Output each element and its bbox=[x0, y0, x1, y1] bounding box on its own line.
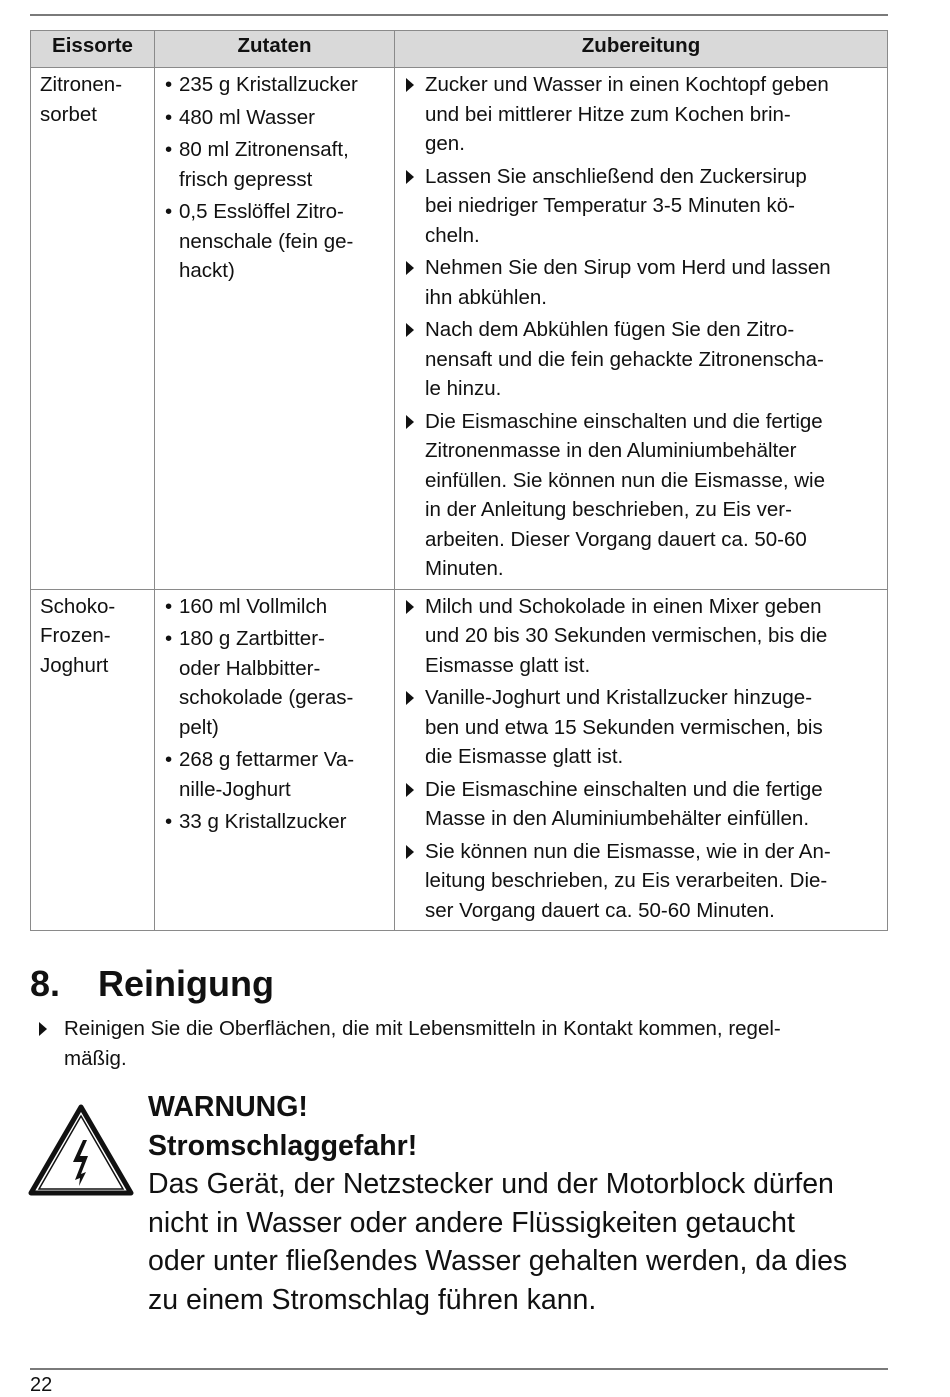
ingredient-item bbox=[164, 592, 386, 622]
preparation-step bbox=[404, 775, 879, 834]
step-line: Die Eismaschine einschalten und die fertige bbox=[425, 409, 823, 433]
warning-text-line: zu einem Stromschlag führen kann. bbox=[148, 1283, 597, 1316]
recipe-table bbox=[30, 30, 888, 931]
arrow-bullet-icon bbox=[406, 261, 414, 275]
warning-text-line: nicht in Wasser oder andere Flüssigkeiten getaucht bbox=[148, 1206, 795, 1239]
header-zubereitung: Zubereitung bbox=[395, 31, 888, 68]
preparation-cell bbox=[395, 589, 888, 931]
step-line: Vanille-Joghurt und Kristallzucker hinzuge- bbox=[425, 686, 813, 709]
cleaning-step-line: Reinigen Sie die Oberflächen, die mit Lebensmitteln in Kontakt kommen, regel- bbox=[64, 1017, 781, 1040]
step-line: Nehmen Sie den Sirup vom Herd und lassen bbox=[425, 256, 831, 279]
warning-subtitle: Stromschlaggefahr! bbox=[148, 1129, 418, 1162]
step-line: und bei mittlerer Hitze zum Kochen brin- bbox=[425, 102, 791, 126]
step-line: Nach dem Abkühlen fügen Sie den Zitro- bbox=[425, 318, 795, 341]
step-line: nensaft und die fein gehackte Zitronenscha- bbox=[425, 347, 824, 371]
step-line: Eismasse glatt ist. bbox=[425, 653, 591, 677]
ingredients-list bbox=[164, 70, 386, 286]
step-line: leitung beschrieben, zu Eis verarbeiten. Die- bbox=[425, 869, 828, 892]
page-number: 22 bbox=[30, 1374, 53, 1396]
warning-text-line: oder unter fließendes Wasser gehalten werden, da dies bbox=[148, 1245, 848, 1277]
step-line: ben und etwa 15 Sekunden vermischen, bis bbox=[425, 715, 823, 739]
bottom-rule bbox=[30, 1368, 888, 1370]
ingredient-item bbox=[164, 624, 386, 742]
arrow-bullet-icon bbox=[406, 78, 414, 92]
table-header-row bbox=[31, 31, 888, 68]
step-line: gen. bbox=[425, 132, 465, 155]
table-row bbox=[31, 68, 888, 590]
ingredient-line: schokolade (geras- bbox=[179, 686, 354, 709]
step-line: le hinzu. bbox=[425, 377, 502, 400]
ice-type-cell bbox=[31, 68, 155, 590]
ingredient-item bbox=[164, 807, 386, 837]
preparation-steps bbox=[404, 592, 879, 926]
ingredient-line: • 80 ml Zitronensaft, bbox=[179, 138, 349, 161]
ingredient-line: • 0,5 Esslöffel Zitro- bbox=[179, 200, 344, 223]
step-line: ser Vorgang dauert ca. 50-60 Minuten. bbox=[425, 898, 775, 922]
arrow-bullet-icon bbox=[406, 170, 414, 184]
ice-type-line: Zitronen- bbox=[40, 73, 123, 96]
step-line: Minuten. bbox=[425, 557, 504, 580]
preparation-step bbox=[404, 315, 879, 404]
step-line: und 20 bis 30 Sekunden vermischen, bis die bbox=[425, 624, 828, 647]
arrow-bullet-icon bbox=[39, 1022, 47, 1036]
ingredient-line: • 480 ml Wasser bbox=[179, 105, 315, 129]
step-line: Milch und Schokolade in einen Mixer geben bbox=[425, 594, 822, 618]
section-number: 8. bbox=[30, 963, 61, 1004]
ingredient-item bbox=[164, 70, 386, 100]
preparation-step bbox=[404, 592, 879, 681]
step-line: Sie können nun die Eismasse, wie in der An- bbox=[425, 839, 831, 863]
step-line: Zitronenmasse in den Aluminiumbehälter bbox=[425, 439, 797, 462]
preparation-cell bbox=[395, 68, 888, 590]
ingredients-cell bbox=[155, 68, 395, 590]
step-line: bei niedriger Temperatur 3-5 Minuten kö- bbox=[425, 194, 795, 217]
top-rule bbox=[30, 14, 888, 16]
ingredients-cell bbox=[155, 589, 395, 931]
ingredient-line: • 268 g fettarmer Va- bbox=[179, 748, 355, 771]
warning-title: WARNUNG! bbox=[148, 1091, 308, 1123]
ingredients-list bbox=[164, 592, 386, 837]
header-zutaten: Zutaten bbox=[155, 31, 395, 68]
preparation-step bbox=[404, 70, 879, 159]
ingredient-item bbox=[164, 197, 386, 286]
step-line: ihn abkühlen. bbox=[425, 285, 547, 309]
ingredient-line: pelt) bbox=[179, 715, 219, 739]
arrow-bullet-icon bbox=[406, 845, 414, 859]
ice-type-cell bbox=[31, 589, 155, 931]
ingredient-line: frisch gepresst bbox=[179, 167, 313, 191]
cleaning-step bbox=[36, 1014, 896, 1073]
warning-block bbox=[148, 1088, 908, 1319]
ingredient-line: nille-Joghurt bbox=[179, 777, 291, 801]
electric-shock-warning-icon bbox=[28, 1104, 134, 1196]
warning-text-line: Das Gerät, der Netzstecker und der Motorblock dürfen bbox=[148, 1168, 834, 1200]
arrow-bullet-icon bbox=[406, 691, 414, 705]
step-line: die Eismasse glatt ist. bbox=[425, 745, 624, 768]
preparation-steps bbox=[404, 70, 879, 584]
step-line: in der Anleitung beschrieben, zu Eis ver- bbox=[425, 498, 792, 521]
section-title: Reinigung bbox=[98, 963, 274, 1004]
ice-type-line: sorbet bbox=[40, 102, 97, 126]
ingredient-line: • 160 ml Vollmilch bbox=[179, 594, 328, 618]
arrow-bullet-icon bbox=[406, 415, 414, 429]
ice-type-line: Frozen- bbox=[40, 624, 111, 647]
step-line: Zucker und Wasser in einen Kochtopf geben bbox=[425, 73, 829, 96]
preparation-step bbox=[404, 837, 879, 926]
ingredient-line: • 235 g Kristallzucker bbox=[179, 73, 358, 96]
section-heading bbox=[30, 962, 274, 1006]
step-line: arbeiten. Dieser Vorgang dauert ca. 50-60 bbox=[425, 527, 807, 551]
preparation-step bbox=[404, 683, 879, 772]
arrow-bullet-icon bbox=[406, 323, 414, 337]
arrow-bullet-icon bbox=[406, 600, 414, 614]
step-line: einfüllen. Sie können nun die Eismasse, wie bbox=[425, 468, 825, 492]
ingredient-line: hackt) bbox=[179, 259, 235, 282]
preparation-step bbox=[404, 253, 879, 312]
ingredient-line: nenschale (fein ge- bbox=[179, 229, 354, 253]
step-line: Masse in den Aluminiumbehälter einfüllen. bbox=[425, 807, 810, 830]
arrow-bullet-icon bbox=[406, 783, 414, 797]
step-line: Lassen Sie anschließend den Zuckersirup bbox=[425, 164, 807, 188]
step-line: Die Eismaschine einschalten und die fertige bbox=[425, 777, 823, 801]
cleaning-step-line: mäßig. bbox=[64, 1046, 127, 1070]
ice-type-line: Joghurt bbox=[40, 653, 109, 677]
preparation-step bbox=[404, 162, 879, 251]
ingredient-item bbox=[164, 103, 386, 133]
step-line: cheln. bbox=[425, 223, 480, 247]
header-eissorte: Eissorte bbox=[31, 31, 155, 68]
ingredient-line: oder Halbbitter- bbox=[179, 656, 321, 680]
ingredient-item bbox=[164, 135, 386, 194]
ingredient-line: • 180 g Zartbitter- bbox=[179, 627, 325, 650]
ingredient-line: • 33 g Kristallzucker bbox=[179, 810, 347, 833]
ingredient-item bbox=[164, 745, 386, 804]
ice-type-line: Schoko- bbox=[40, 594, 116, 618]
table-row bbox=[31, 589, 888, 931]
preparation-step bbox=[404, 407, 879, 584]
